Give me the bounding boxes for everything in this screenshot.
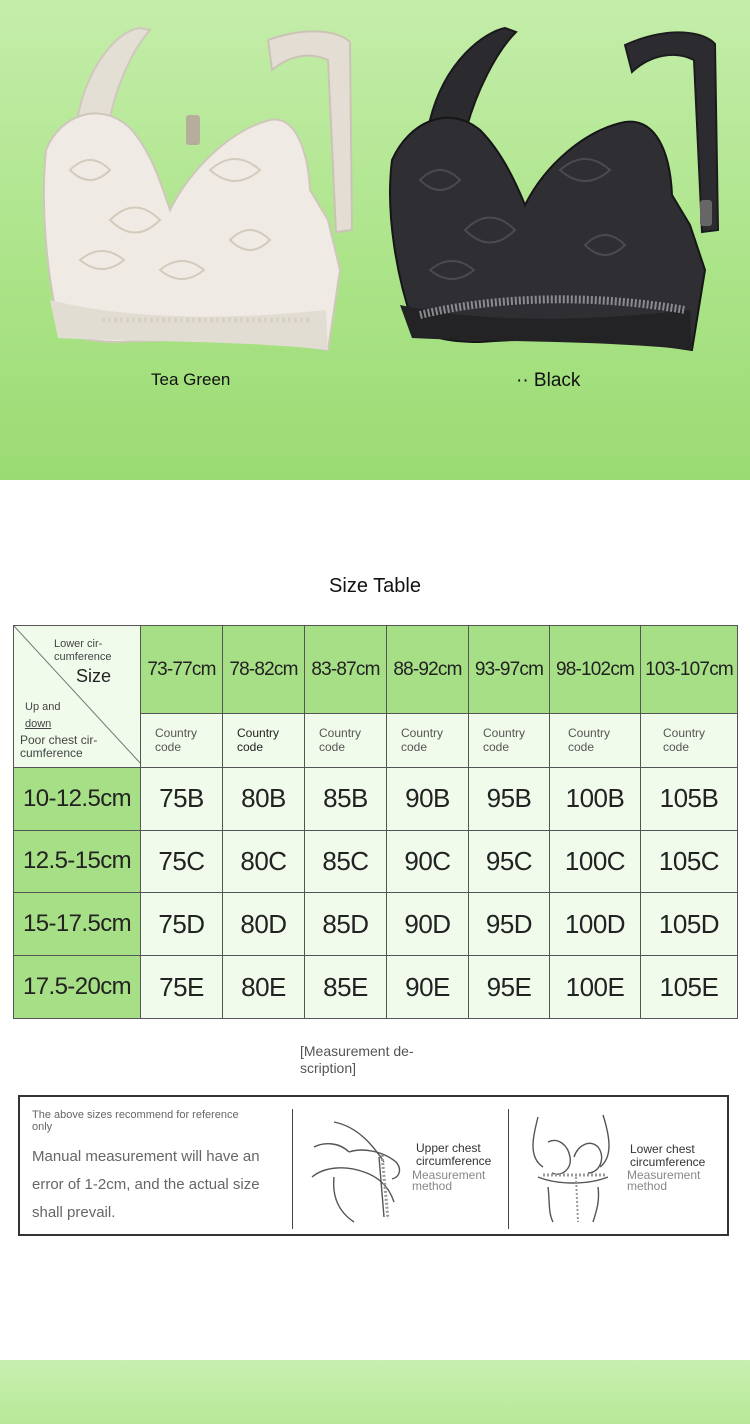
panel-divider [508,1109,509,1229]
upper-chest-measurement-illustration [304,1107,414,1227]
size-cell: 95E [469,956,550,1019]
size-cell: 90C [387,830,469,893]
size-cell: 105B [641,767,738,830]
black-bra-image [370,20,730,355]
size-cell: 95B [469,767,550,830]
size-cell: 80C [223,830,305,893]
table-corner-header [14,626,141,768]
upper-measurement-method: Measurement method [412,1168,486,1193]
column-header: 88-92cm [387,626,469,714]
country-code-label: Country code [223,714,305,768]
size-table-title: Size Table [329,575,421,597]
size-cell: 100C [550,830,641,893]
table-row [14,956,738,1019]
bottom-green-band [0,1360,750,1424]
size-table [13,625,738,1019]
down-label: down [25,718,52,730]
size-cell: 80D [223,893,305,956]
table-row [14,767,738,830]
row-header: 15-17.5cm [14,893,141,956]
country-code-label: Country code [550,714,641,768]
color-label-black: ·· Black [516,370,581,391]
size-cell: 100B [550,767,641,830]
column-header: 73-77cm [141,626,223,714]
size-cell: 75E [141,956,223,1019]
size-cell: 75B [141,767,223,830]
column-header: 103-107cm [641,626,738,714]
size-cell: 100D [550,893,641,956]
size-cell: 85C [305,830,387,893]
country-code-label: Country code [305,714,387,768]
panel-divider [292,1109,293,1229]
size-cell: 80E [223,956,305,1019]
table-row [14,893,738,956]
measurement-panel [18,1095,729,1236]
row-header: 12.5-15cm [14,830,141,893]
size-cell: 75D [141,893,223,956]
lower-measurement-method: Measurement method [627,1168,701,1193]
table-row [14,830,738,893]
size-cell: 85B [305,767,387,830]
country-code-label: Country code [641,714,738,768]
size-cell: 95C [469,830,550,893]
reference-note: The above sizes recommend for reference only [32,1109,239,1133]
size-cell: 85E [305,956,387,1019]
up-and-label: Up and [25,701,61,713]
row-header: 10-12.5cm [14,767,141,830]
row-header: 17.5-20cm [14,956,141,1019]
column-header: 78-82cm [223,626,305,714]
size-cell: 75C [141,830,223,893]
product-color-banner [0,0,750,480]
lower-chest-title: Lower chest circumference [630,1142,706,1169]
size-cell: 85D [305,893,387,956]
column-header: 93-97cm [469,626,550,714]
country-code-label: Country code [387,714,469,768]
size-cell: 90E [387,956,469,1019]
size-cell: 105E [641,956,738,1019]
color-label-tea-green: Tea Green [151,370,231,389]
lower-chest-measurement-illustration [518,1107,628,1227]
size-cell: 100E [550,956,641,1019]
upper-chest-title: Upper chest circumference [416,1141,492,1168]
size-cell: 90D [387,893,469,956]
size-cell: 95D [469,893,550,956]
country-code-label: Country code [469,714,550,768]
measurement-description-heading: [Measurement de- scription] [300,1043,414,1076]
size-label: Size [76,666,112,686]
size-cell: 80B [223,767,305,830]
country-code-label: Country code [141,714,223,768]
poor-chest-circumference-label: Poor chest cir- cumference [20,733,98,760]
size-cell: 105D [641,893,738,956]
lower-circumference-label: Lower cir- cumference [54,638,112,663]
column-header: 83-87cm [305,626,387,714]
column-header: 98-102cm [550,626,641,714]
size-cell: 105C [641,830,738,893]
size-cell: 90B [387,767,469,830]
manual-measurement-note: Manual measurement will have an error of 1-2cm, and the actual size shall prevail. [32,1148,260,1221]
tea-green-bra-image [10,20,360,355]
